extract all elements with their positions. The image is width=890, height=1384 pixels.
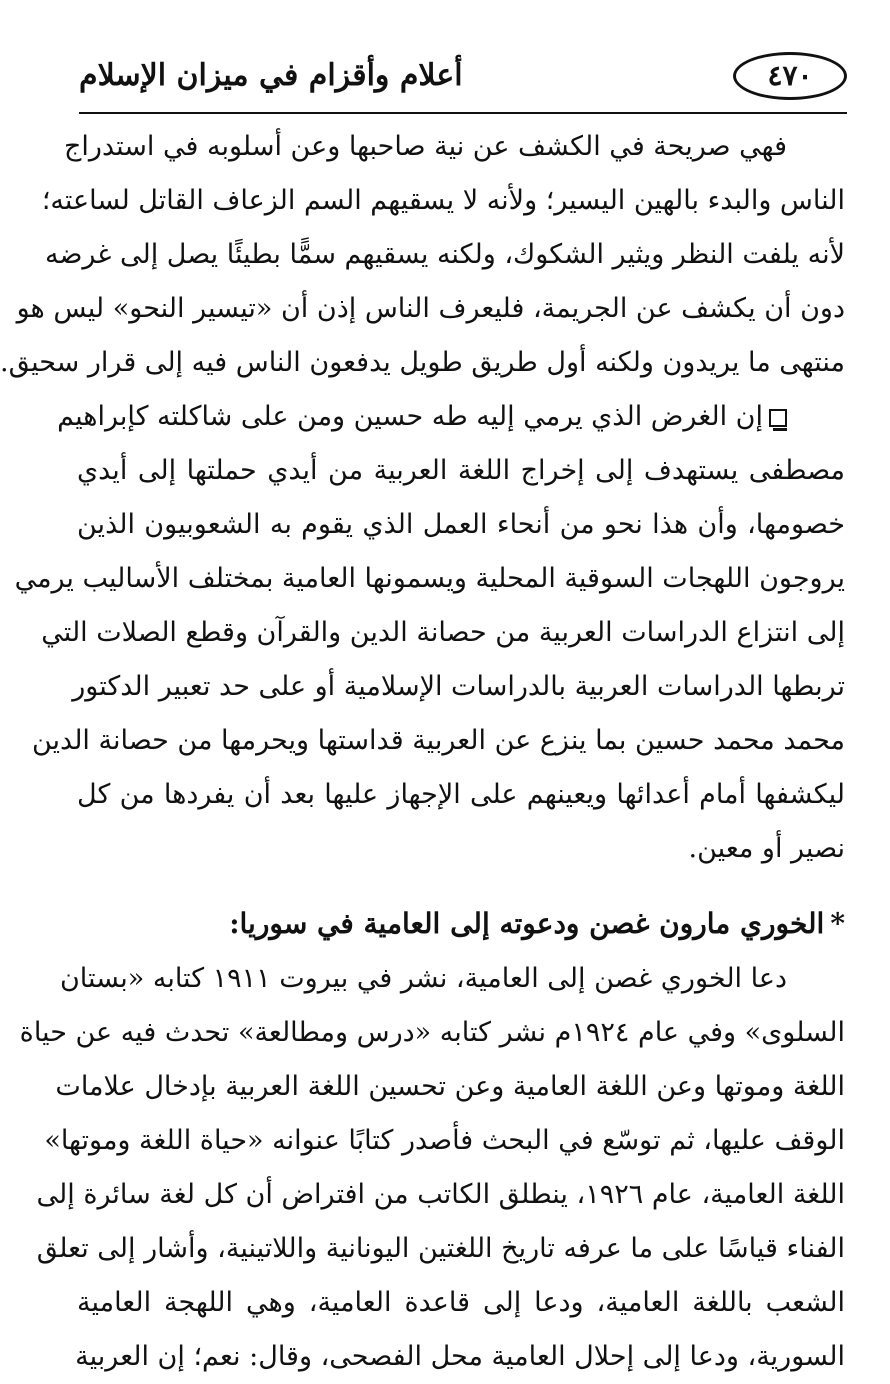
text-line: مصطفى يستهدف إلى إخراج اللغة العربية من أيدي حملتها إلى أيدي xyxy=(77,455,845,486)
page-body xyxy=(0,120,845,1384)
text-line: السورية، ودعا إلى إحلال العامية محل الفصحى، وقال: نعم؛ إن العربية xyxy=(75,1341,845,1372)
page-number: ٤٧٠ xyxy=(733,52,847,100)
text-line: نصير أو معين. xyxy=(688,833,845,864)
page-header xyxy=(79,48,847,104)
text-line: خصومها، وأن هذا نحو من أنحاء العمل الذي يقوم به الشعوبيون الذين xyxy=(77,509,845,540)
text-line: تربطها الدراسات العربية بالدراسات الإسلامية أو على حد تعبير الدكتور xyxy=(72,671,845,702)
section-gap xyxy=(77,876,845,896)
text-line: دون أن يكشف عن الجريمة، فليعرف الناس إذن أن «تيسير النحو» ليس هو xyxy=(16,293,845,324)
paragraph-1 xyxy=(0,120,845,390)
header-rule xyxy=(79,112,847,114)
text-line: الناس والبدء بالهين اليسير؛ ولأنه لا يسقيهم السم الزعاف القاتل لساعته؛ xyxy=(41,185,845,216)
text-line: إلى انتزاع الدراسات العربية من حصانة الدين والقرآن وقطع الصلات التي xyxy=(41,617,845,648)
running-title: أعلام وأقزام في ميزان الإسلام xyxy=(79,58,463,93)
asterisk-marker: * xyxy=(830,907,845,940)
text-line-content: إن الغرض الذي يرمي إليه طه حسين ومن على شاكلته كإبراهيم xyxy=(57,401,763,432)
text-line: اللغة العامية، عام ١٩٢٦، ينطلق الكاتب من افتراض أن كل لغة سائرة إلى xyxy=(36,1179,845,1210)
text-line: يروجون اللهجات السوقية المحلية ويسمونها العامية بمختلف الأساليب يرمي xyxy=(14,563,845,594)
text-line: دعا الخوري غصن إلى العامية، نشر في بيروت ١٩١١ كتابه «بستان xyxy=(59,963,787,994)
text-line: الشعب باللغة العامية، ودعا إلى قاعدة العامية، وهي اللهجة العامية xyxy=(77,1287,845,1318)
text-line: لأنه يلفت النظر ويثير الشكوك، ولكنه يسقيهم سمًّا بطيئًا يصل إلى غرضه xyxy=(44,239,845,270)
square-bullet-icon xyxy=(769,409,787,427)
text-line: منتهى ما يريدون ولكنه أول طريق طويل يدفعون الناس فيه إلى قرار سحيق. xyxy=(0,347,845,378)
text-line: السلوى» وفي عام ١٩٢٤م نشر كتابه «درس ومطالعة» تحدث فيه عن حياة xyxy=(19,1017,845,1048)
section-heading xyxy=(77,896,845,952)
section-heading-text: الخوري مارون غصن ودعوته إلى العامية في سوريا: xyxy=(229,907,825,940)
text-line xyxy=(57,390,845,444)
text-line: محمد محمد حسين بما ينزع عن العربية قداستها ويحرمها من حصانة الدين xyxy=(31,725,845,756)
text-line: ليكشفها أمام أعدائها ويعينهم على الإجهاز عليها بعد أن يفردها من كل xyxy=(77,779,845,810)
text-line: الفناء قياسًا على ما عرفه تاريخ اللغتين اليونانية واللاتينية، وأشار إلى تعلق xyxy=(36,1233,845,1264)
text-line: الوقف عليها، ثم توسّع في البحث فأصدر كتابًا عنوانه «حياة اللغة وموتها» xyxy=(44,1125,845,1156)
paragraph-3 xyxy=(19,952,845,1384)
text-line: فهي صريحة في الكشف عن نية صاحبها وعن أسلوبه في استدراج xyxy=(63,131,787,162)
paragraph-2 xyxy=(14,390,845,876)
text-line: اللغة وموتها وعن اللغة العامية وعن تحسين اللغة العربية بإدخال علامات xyxy=(55,1071,845,1102)
